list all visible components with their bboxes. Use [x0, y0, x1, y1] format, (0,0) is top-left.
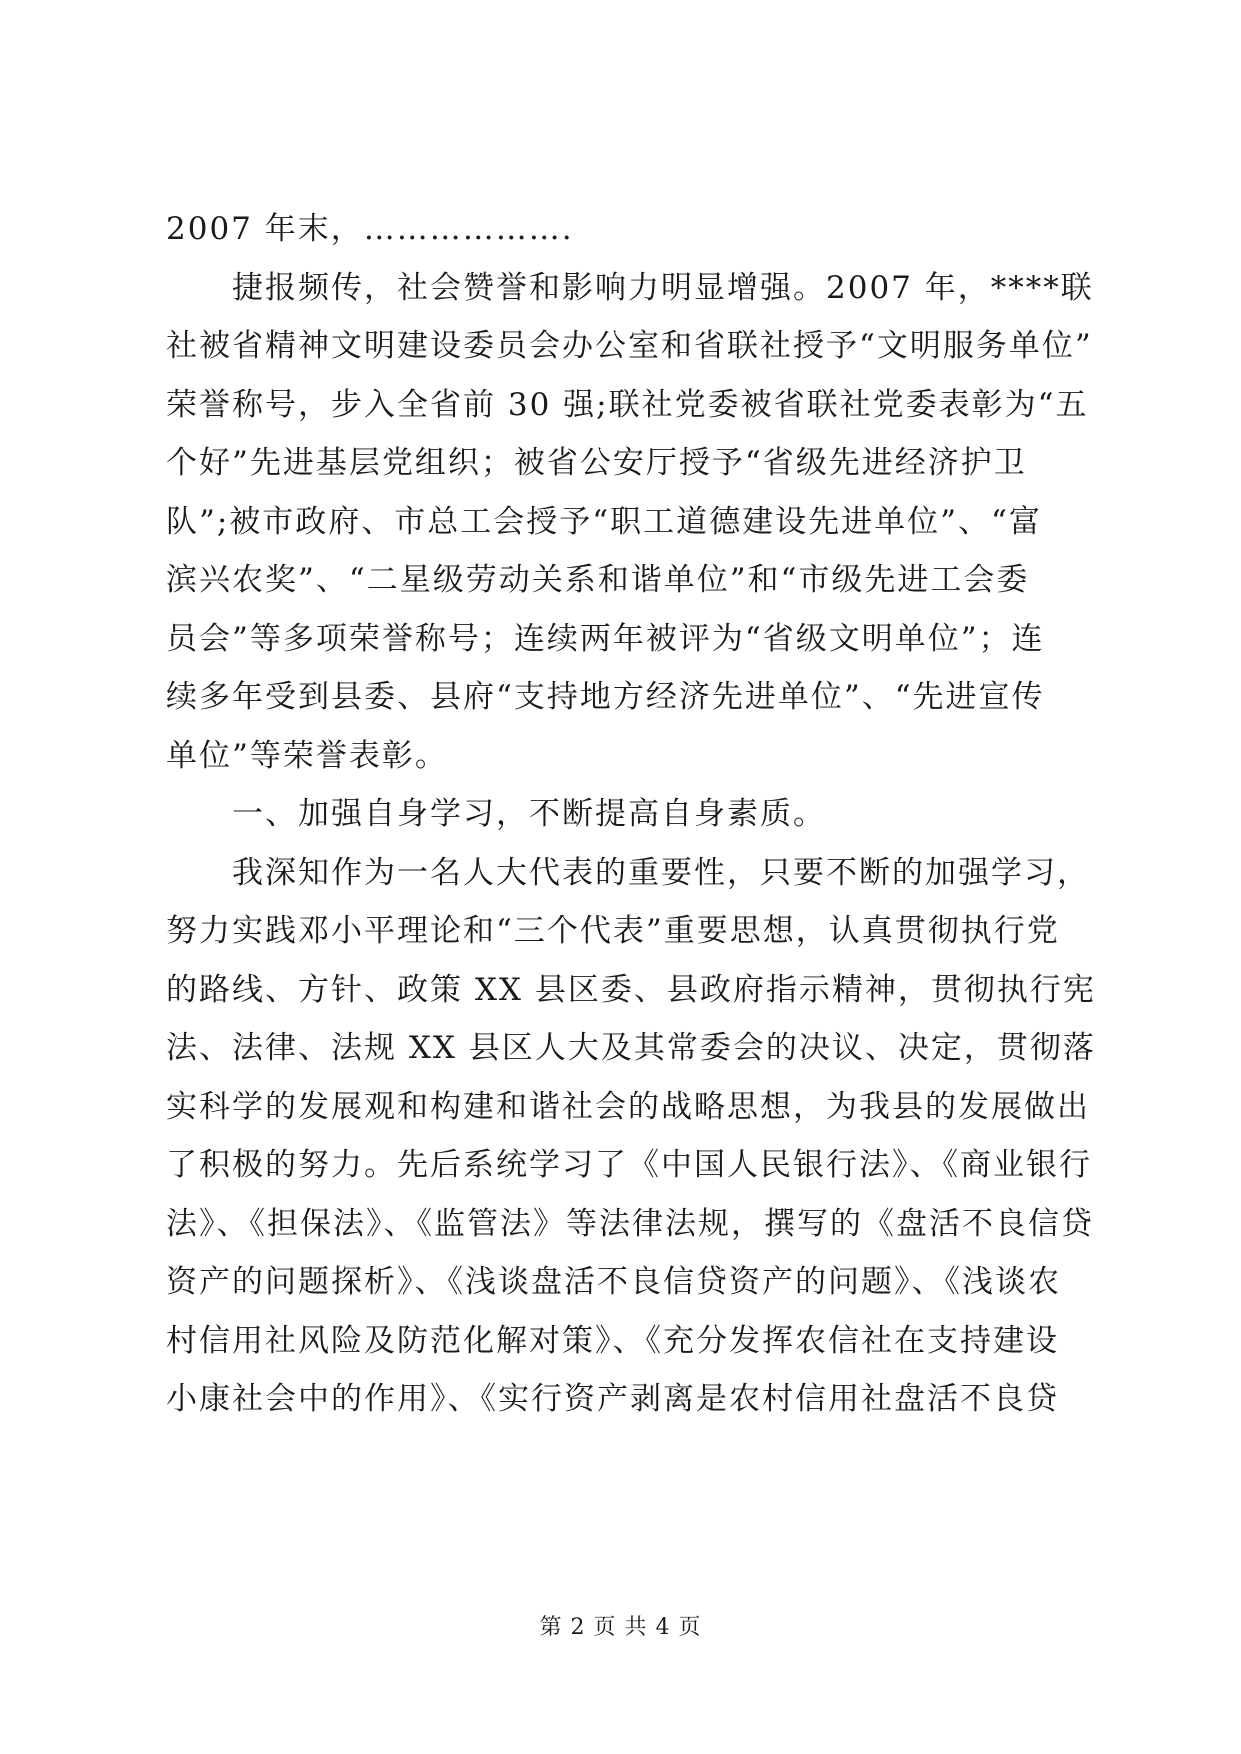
text-line-13: 努力实践邓小平理论和“三个代表”重要思想，认真贯彻执行党 [166, 913, 1060, 949]
text-line-4: 荣誉称号，步入全省前 30 强;联社党委被省联社党委表彰为“五 [166, 386, 1089, 423]
section-heading: 一、加强自身学习，不断提高自身素质。 [166, 796, 826, 832]
text-line-9: 续多年受到县委、县府“支持地方经济先进单位”、“先进宣传 [166, 679, 1045, 715]
document-body [166, 200, 1126, 1429]
text-line-15: 法、法律、法规 XX 县区人大及其常委会的决议、决定，贯彻落 [166, 1030, 1096, 1066]
text-line-1: 2007 年末，………………. [166, 211, 574, 247]
text-line-21: 小康社会中的作用》、《实行资产剥离是农村信用社盘活不良贷 [166, 1381, 1059, 1417]
text-line-14: 的路线、方针、政策 XX 县区委、县政府指示精神，贯彻执行宪 [166, 971, 1096, 1008]
page-number-footer: 第 2 页 共 4 页 [539, 1615, 702, 1640]
text-line-18: 法》、《担保法》、《监管法》等法律法规，撰写的《盘活不良信贷 [166, 1205, 1094, 1242]
text-line-17: 了积极的努力。先后系统学习了《中国人民银行法》、《商业银行 [166, 1147, 1092, 1183]
text-line-6: 队”;被市政府、市总工会授予“职工道德建设先进单位”、“富 [166, 503, 1042, 540]
text-line-5: 个好”先进基层党组织；被省公安厅授予“省级先进经济护卫 [166, 445, 1027, 481]
text-line-19: 资产的问题探析》、《浅谈盘活不良信贷资产的问题》、《浅谈农 [166, 1264, 1061, 1300]
text-line-3: 社被省精神文明建设委员会办公室和省联社授予“文明服务单位” [166, 328, 1093, 364]
text-line-16: 实科学的发展观和构建和谐社会的战略思想，为我县的发展做出 [166, 1088, 1090, 1125]
text-line-8: 员会”等多项荣誉称号；连续两年被评为“省级文明单位”；连 [166, 620, 1045, 657]
text-line-10: 单位”等荣誉表彰。 [166, 737, 448, 774]
text-line-20: 村信用社风险及防范化解对策》、《充分发挥农信社在支持建设 [166, 1322, 1059, 1359]
text-line-2: 捷报频传，社会赞誉和影响力明显增强。2007 年，****联 [166, 269, 1094, 306]
text-line-7: 滨兴农奖”、“二星级劳动关系和谐单位”和“市级先进工会委 [166, 562, 1030, 598]
text-line-12: 我深知作为一名人大代表的重要性，只要不断的加强学习， [166, 854, 1090, 891]
